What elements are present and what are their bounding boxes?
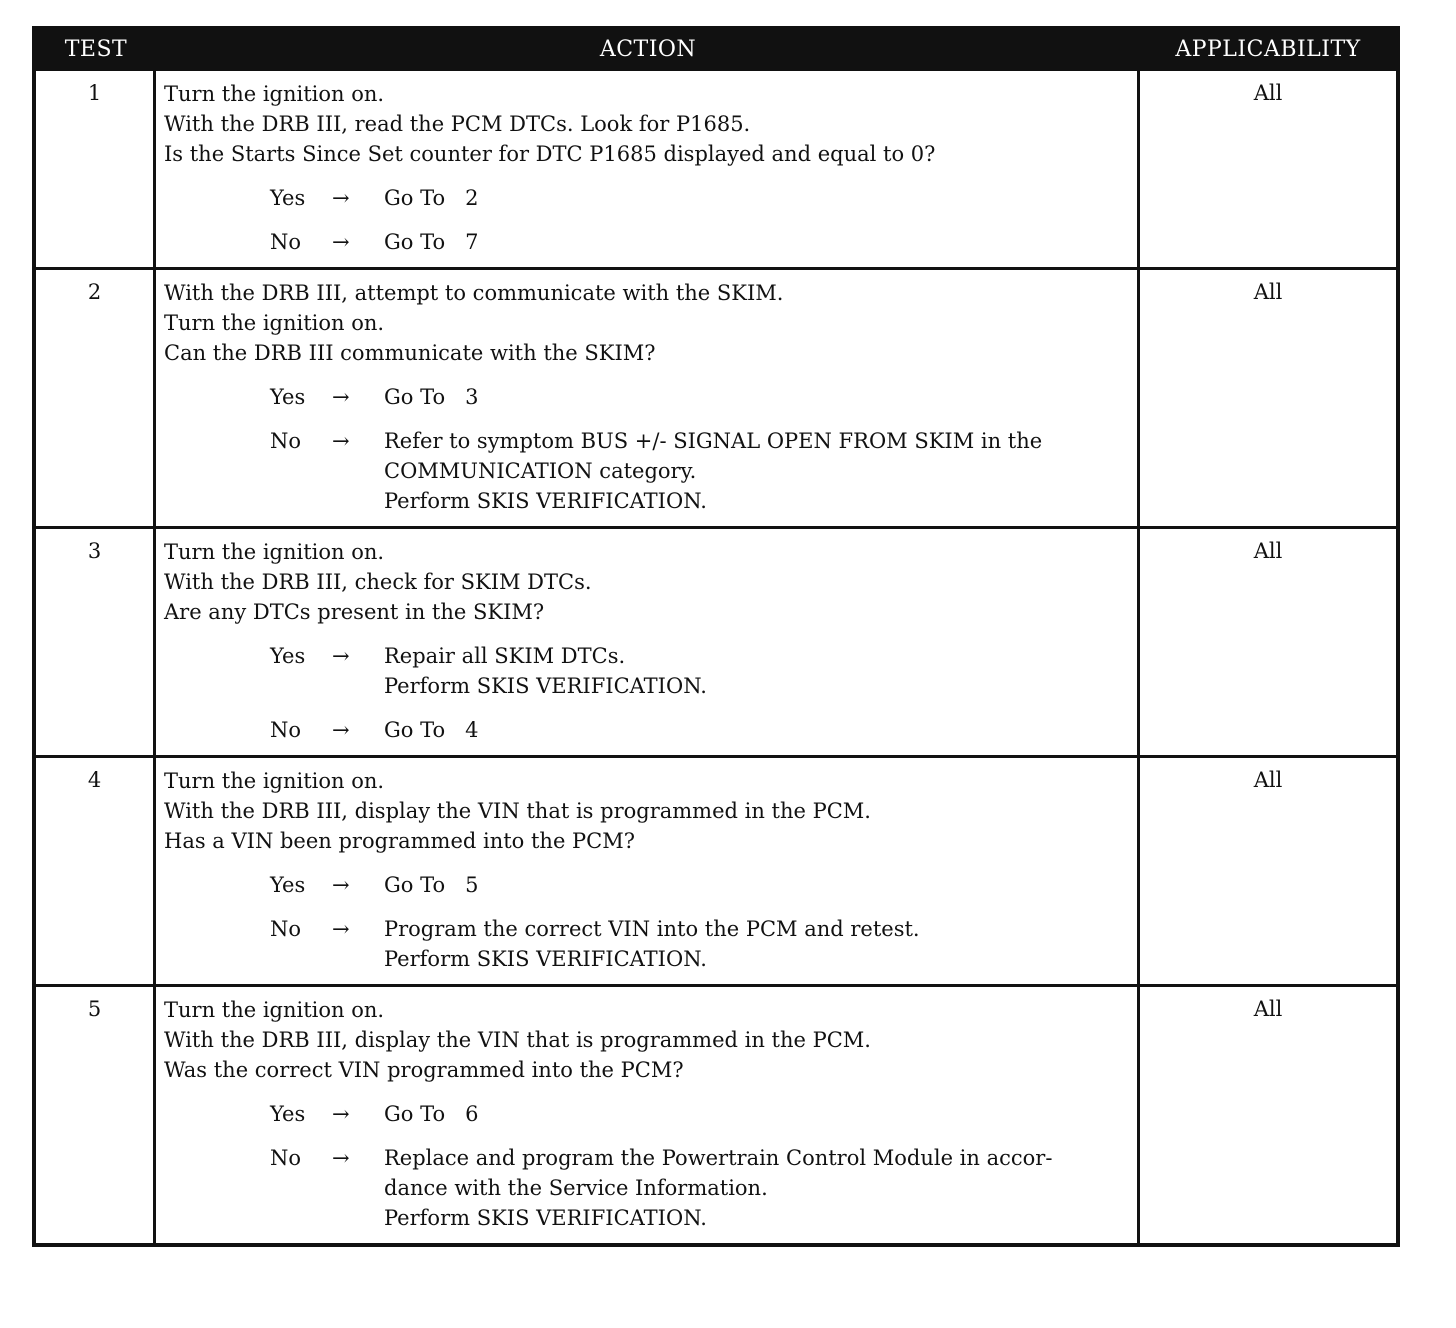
result-line: Go To 6 <box>384 1102 479 1126</box>
action-step: Turn the ignition on. <box>164 998 385 1022</box>
arrow-icon: → <box>332 385 350 409</box>
table-row <box>36 755 1396 984</box>
action-step: With the DRB III, attempt to communicate with the SKIM. <box>164 281 784 305</box>
header-test: TEST <box>64 36 128 62</box>
action-step: With the DRB III, display the VIN that is programmed in the PCM. <box>164 799 871 823</box>
yes-result <box>384 870 1131 900</box>
yes-label: Yes <box>270 1102 306 1126</box>
test-number: 2 <box>36 270 156 526</box>
test-number: 1 <box>36 71 156 267</box>
action-steps <box>164 278 1131 368</box>
arrow-icon: → <box>332 873 350 897</box>
table-header <box>36 30 1396 68</box>
no-response <box>270 914 1131 974</box>
arrow-icon: → <box>332 917 350 941</box>
action-step: With the DRB III, display the VIN that is programmed in the PCM. <box>164 1028 871 1052</box>
table-body <box>36 68 1396 1243</box>
arrow-icon: → <box>332 644 350 668</box>
action-cell <box>156 987 1140 1243</box>
test-number: 4 <box>36 758 156 984</box>
applicability-value: All <box>1253 768 1283 792</box>
result-line: Replace and program the Powertrain Control Module in accor- <box>384 1146 1053 1170</box>
no-label: No <box>270 1146 302 1170</box>
yes-response <box>270 183 1131 213</box>
result-line: Repair all SKIM DTCs. <box>384 644 626 668</box>
arrow-icon: → <box>332 230 350 254</box>
arrow-icon: → <box>332 429 350 453</box>
table-row <box>36 267 1396 526</box>
yes-response <box>270 870 1131 900</box>
yes-result <box>384 382 1131 412</box>
applicability-value: All <box>1253 280 1283 304</box>
action-cell <box>156 270 1140 526</box>
result-line: Program the correct VIN into the PCM and retest. <box>384 917 920 941</box>
result-line: Perform SKIS VERIFICATION. <box>384 1206 707 1230</box>
action-step: Are any DTCs present in the SKIM? <box>164 600 545 624</box>
no-result <box>384 914 1131 974</box>
arrow-icon: → <box>332 1146 350 1170</box>
yes-label: Yes <box>270 385 306 409</box>
arrow-icon: → <box>332 718 350 742</box>
action-steps <box>164 766 1131 856</box>
action-cell <box>156 529 1140 755</box>
yes-result <box>384 641 1131 701</box>
table-row <box>36 526 1396 755</box>
test-number: 5 <box>36 987 156 1243</box>
action-step: With the DRB III, check for SKIM DTCs. <box>164 570 592 594</box>
no-label: No <box>270 718 302 742</box>
action-steps <box>164 79 1131 169</box>
diagnostic-test-table <box>32 26 1400 1247</box>
action-steps <box>164 537 1131 627</box>
result-line: Go To 4 <box>384 718 479 742</box>
header-action: ACTION <box>599 36 697 62</box>
result-line: Go To 7 <box>384 230 479 254</box>
arrow-icon: → <box>332 1102 350 1126</box>
no-response <box>270 715 1131 745</box>
result-line: dance with the Service Information. <box>384 1176 768 1200</box>
action-cell <box>156 758 1140 984</box>
result-line: Perform SKIS VERIFICATION. <box>384 489 707 513</box>
no-result <box>384 1143 1131 1233</box>
no-response <box>270 426 1131 516</box>
arrow-icon: → <box>332 186 350 210</box>
result-line: Go To 5 <box>384 873 479 897</box>
no-label: No <box>270 230 302 254</box>
yes-response <box>270 641 1131 701</box>
no-label: No <box>270 917 302 941</box>
action-step: Can the DRB III communicate with the SKIM? <box>164 341 656 365</box>
yes-result <box>384 1099 1131 1129</box>
action-step: Turn the ignition on. <box>164 769 385 793</box>
action-step: Has a VIN been programmed into the PCM? <box>164 829 636 853</box>
action-step: Is the Starts Since Set counter for DTC P1685 displayed and equal to 0? <box>164 142 936 166</box>
action-step: Turn the ignition on. <box>164 311 385 335</box>
applicability-value: All <box>1253 81 1283 105</box>
result-line: Perform SKIS VERIFICATION. <box>384 947 707 971</box>
action-step: Turn the ignition on. <box>164 82 385 106</box>
action-step: With the DRB III, read the PCM DTCs. Look for P1685. <box>164 112 751 136</box>
action-step: Was the correct VIN programmed into the PCM? <box>164 1058 684 1082</box>
table-row <box>36 984 1396 1243</box>
result-line: COMMUNICATION category. <box>384 459 697 483</box>
yes-label: Yes <box>270 644 306 668</box>
table-row <box>36 68 1396 267</box>
yes-result <box>384 183 1131 213</box>
applicability-value: All <box>1253 997 1283 1021</box>
no-result <box>384 715 1131 745</box>
test-number: 3 <box>36 529 156 755</box>
yes-label: Yes <box>270 873 306 897</box>
yes-response <box>270 382 1131 412</box>
action-cell <box>156 71 1140 267</box>
no-label: No <box>270 429 302 453</box>
no-result <box>384 227 1131 257</box>
action-step: Turn the ignition on. <box>164 540 385 564</box>
no-response <box>270 227 1131 257</box>
yes-response <box>270 1099 1131 1129</box>
action-steps <box>164 995 1131 1085</box>
result-line: Go To 2 <box>384 186 479 210</box>
result-line: Go To 3 <box>384 385 479 409</box>
applicability-value: All <box>1253 539 1283 563</box>
header-applicability: APPLICABILITY <box>1175 36 1361 62</box>
no-response <box>270 1143 1131 1233</box>
result-line: Perform SKIS VERIFICATION. <box>384 674 707 698</box>
yes-label: Yes <box>270 186 306 210</box>
result-line: Refer to symptom BUS +/- SIGNAL OPEN FROM SKIM in the <box>384 429 1043 453</box>
no-result <box>384 426 1131 516</box>
